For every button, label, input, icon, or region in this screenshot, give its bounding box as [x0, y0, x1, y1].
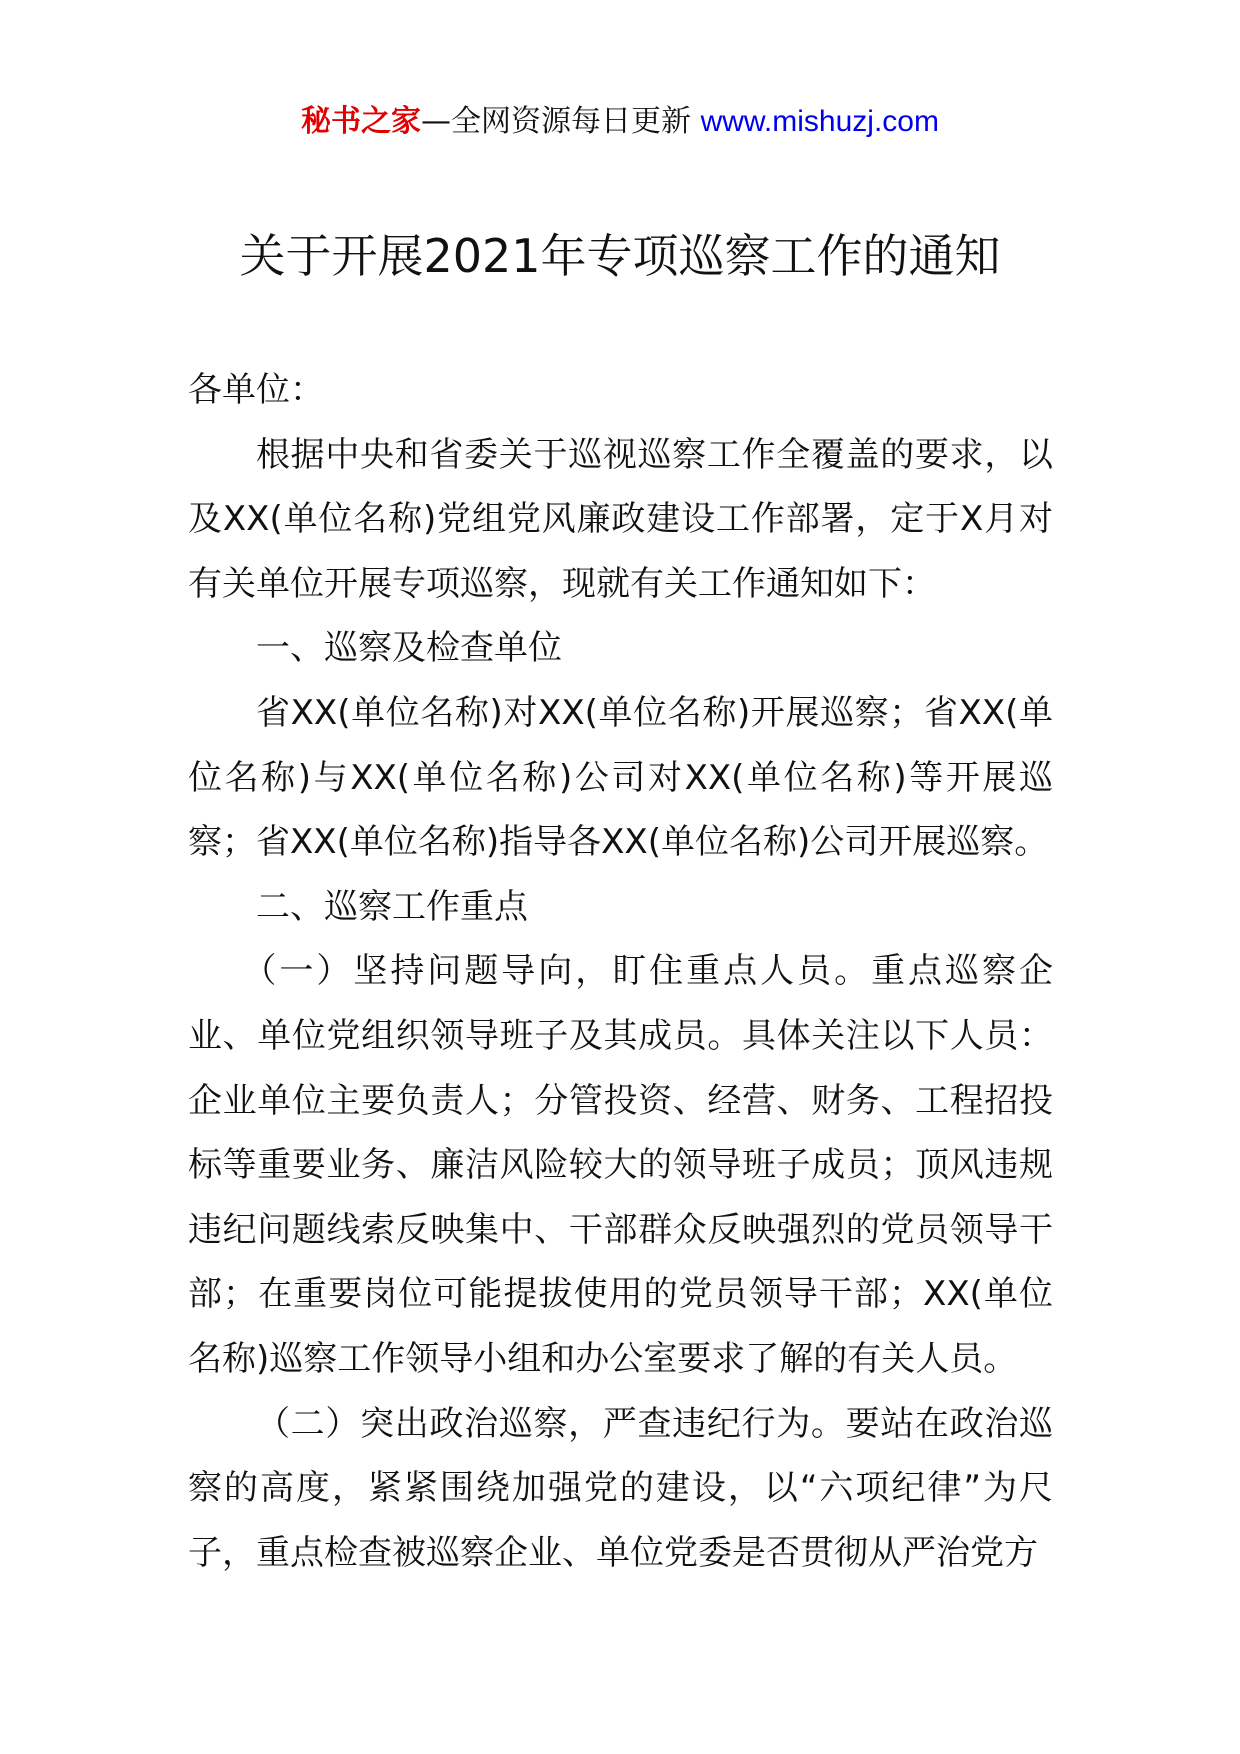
site-header — [0, 100, 1240, 144]
document-title: 关于开展2021年专项巡察工作的通知 — [239, 229, 1001, 283]
section-heading-2: 二、巡察工作重点 — [256, 886, 528, 927]
intro-paragraph: 根据中央和省委关于巡视巡察工作全覆盖的要求，以及XX(单位名称)党组党风廉政建设工作部署，定于X月对有关单位开展专项巡察，现就有关工作通知如下： — [188, 434, 1053, 604]
section-2-item-2: （二）突出政治巡察，严查违纪行为。要站在政治巡察的高度，紧紧围绕加强党的建设，以“六项纪律”为尺子，重点检查被巡察企业、单位党委是否贯彻从严治党方 — [188, 1403, 1053, 1573]
section-heading-1: 一、巡察及检查单位 — [256, 628, 562, 669]
document-body — [188, 358, 1053, 1585]
brand-name: 秘书之家 — [301, 104, 422, 139]
header-tagline: —全网资源每日更新 — [421, 104, 692, 139]
salutation: 各单位： — [188, 370, 324, 410]
section-1-paragraph: 省XX(单位名称)对XX(单位名称)开展巡察；省XX(单位名称)与XX(单位名称)公司对XX(单位名称)等开展巡察；省XX(单位名称)指导各XX(单位名称)公司开展巡察。 — [188, 692, 1053, 863]
site-url-link[interactable]: www.mishuzj.com — [700, 105, 939, 138]
section-2-item-1: （一）坚持问题导向，盯住重点人员。重点巡察企业、单位党组织领导班子及其成员。具体关注以下人员：企业单位主要负责人；分管投资、经营、财务、工程招投标等重要业务、廉洁风险较大的领导班子成员；顶风违规违纪问题线索反映集中、干部群众反映强烈的党员领导干部；在重要岗位可能提拔使用的党员领导干部；XX(单位名称)巡察工作领导小组和办公室要求了解的有关人员。 — [188, 951, 1053, 1379]
